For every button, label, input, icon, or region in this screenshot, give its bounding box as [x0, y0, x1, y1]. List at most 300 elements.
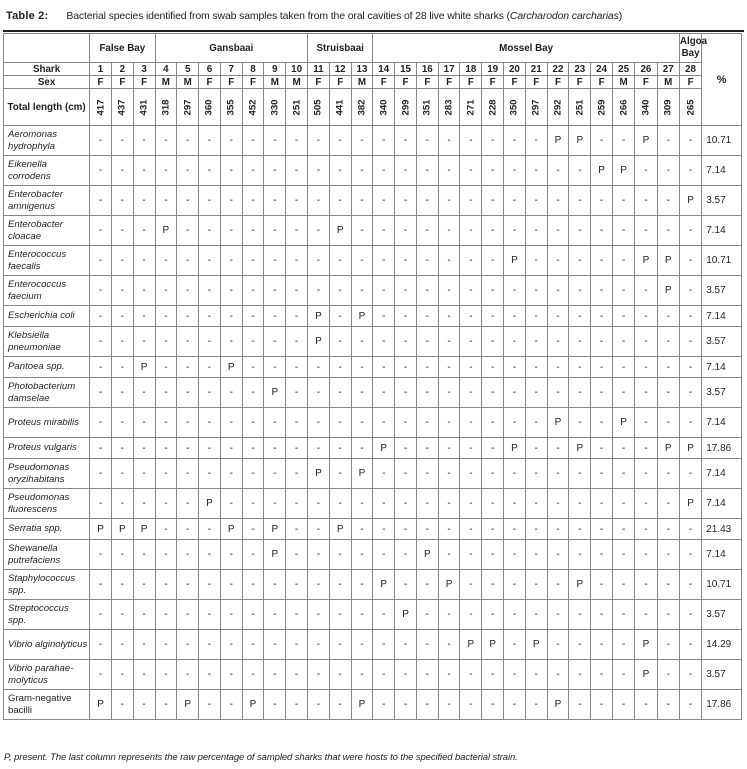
presence-cell: -: [679, 408, 701, 438]
presence-cell: -: [133, 276, 155, 306]
presence-cell: -: [373, 519, 395, 540]
presence-cell: -: [591, 600, 613, 630]
presence-cell: P: [635, 126, 657, 156]
species-percent: 3.57: [702, 186, 742, 216]
presence-cell: -: [547, 276, 569, 306]
presence-cell: -: [416, 660, 438, 690]
presence-cell: -: [395, 246, 417, 276]
presence-cell: -: [569, 156, 591, 186]
presence-cell: -: [395, 378, 417, 408]
presence-cell: P: [373, 438, 395, 459]
presence-cell: -: [329, 246, 351, 276]
presence-cell: -: [133, 570, 155, 600]
presence-cell: -: [264, 408, 286, 438]
presence-cell: P: [416, 540, 438, 570]
presence-cell: -: [133, 156, 155, 186]
presence-cell: -: [199, 459, 221, 489]
species-percent: 7.14: [702, 489, 742, 519]
table-row: [4, 327, 742, 357]
species-percent: 3.57: [702, 600, 742, 630]
presence-cell: -: [286, 216, 308, 246]
table-row: [4, 126, 742, 156]
table-caption: [6, 6, 622, 22]
presence-cell: -: [264, 126, 286, 156]
presence-cell: -: [416, 519, 438, 540]
shark-length: [635, 89, 657, 126]
presence-cell: -: [504, 459, 526, 489]
presence-cell: -: [438, 306, 460, 327]
presence-cell: -: [199, 600, 221, 630]
presence-cell: -: [199, 540, 221, 570]
presence-cell: -: [329, 306, 351, 327]
species-name: Serratia spp.: [4, 519, 90, 540]
presence-cell: -: [155, 327, 177, 357]
shark-length: [308, 89, 330, 126]
presence-cell: -: [569, 276, 591, 306]
presence-cell: -: [612, 357, 634, 378]
presence-cell: -: [460, 126, 482, 156]
presence-cell: -: [351, 276, 373, 306]
table-row: [4, 156, 742, 186]
presence-cell: -: [504, 408, 526, 438]
title-species: Carcharodon carcharias: [509, 10, 619, 22]
presence-cell: -: [133, 630, 155, 660]
presence-cell: -: [242, 378, 264, 408]
presence-cell: -: [177, 519, 199, 540]
top-rule: [3, 30, 744, 32]
presence-cell: -: [373, 660, 395, 690]
presence-cell: -: [155, 519, 177, 540]
shark-length: [133, 89, 155, 126]
presence-cell: -: [373, 306, 395, 327]
presence-cell: -: [547, 600, 569, 630]
presence-cell: -: [657, 327, 679, 357]
presence-cell: -: [416, 306, 438, 327]
presence-cell: -: [679, 600, 701, 630]
table-row: [4, 306, 742, 327]
shark-sex: F: [482, 76, 504, 89]
presence-cell: -: [395, 660, 417, 690]
presence-cell: -: [308, 357, 330, 378]
shark-length: [395, 89, 417, 126]
presence-cell: -: [242, 276, 264, 306]
presence-cell: -: [242, 489, 264, 519]
presence-cell: -: [591, 540, 613, 570]
presence-cell: -: [351, 378, 373, 408]
presence-cell: -: [395, 540, 417, 570]
shark-sex: M: [657, 76, 679, 89]
presence-cell: -: [155, 660, 177, 690]
presence-cell: -: [612, 126, 634, 156]
species-name: Streptococcus spp.: [4, 600, 90, 630]
presence-cell: -: [482, 306, 504, 327]
presence-cell: P: [329, 519, 351, 540]
presence-cell: -: [286, 156, 308, 186]
table-row: [4, 519, 742, 540]
presence-cell: -: [569, 600, 591, 630]
presence-cell: -: [111, 306, 133, 327]
presence-cell: -: [395, 126, 417, 156]
presence-cell: -: [591, 186, 613, 216]
presence-cell: -: [679, 306, 701, 327]
presence-cell: -: [155, 459, 177, 489]
location-header: Mossel Bay: [373, 34, 680, 63]
presence-cell: -: [525, 690, 547, 720]
presence-cell: -: [177, 186, 199, 216]
shark-length: [264, 89, 286, 126]
presence-cell: -: [679, 126, 701, 156]
shark-sex: F: [679, 76, 701, 89]
presence-cell: -: [438, 246, 460, 276]
shark-length-value: 259: [596, 98, 608, 116]
presence-cell: -: [612, 186, 634, 216]
presence-cell: -: [155, 156, 177, 186]
presence-cell: -: [133, 327, 155, 357]
presence-cell: P: [679, 438, 701, 459]
presence-cell: -: [547, 357, 569, 378]
presence-cell: -: [220, 186, 242, 216]
shark-length: [242, 89, 264, 126]
shark-length: [504, 89, 526, 126]
species-name: Photobacterium damselae: [4, 378, 90, 408]
presence-cell: -: [569, 306, 591, 327]
presence-cell: -: [569, 489, 591, 519]
presence-cell: -: [155, 408, 177, 438]
presence-cell: -: [155, 378, 177, 408]
presence-cell: -: [612, 660, 634, 690]
presence-cell: -: [264, 357, 286, 378]
presence-cell: -: [612, 630, 634, 660]
presence-cell: -: [525, 459, 547, 489]
presence-cell: -: [90, 186, 112, 216]
presence-cell: -: [569, 660, 591, 690]
shark-sex: F: [591, 76, 613, 89]
presence-cell: P: [90, 519, 112, 540]
presence-cell: -: [286, 519, 308, 540]
presence-cell: -: [525, 378, 547, 408]
presence-cell: -: [591, 660, 613, 690]
shark-number: 4: [155, 63, 177, 76]
presence-cell: P: [264, 519, 286, 540]
species-name: Pantoea spp.: [4, 357, 90, 378]
presence-cell: -: [111, 540, 133, 570]
presence-cell: -: [395, 519, 417, 540]
presence-cell: -: [482, 540, 504, 570]
presence-cell: P: [657, 438, 679, 459]
presence-cell: -: [264, 306, 286, 327]
table-row: [4, 216, 742, 246]
presence-cell: -: [133, 438, 155, 459]
presence-cell: -: [438, 438, 460, 459]
presence-cell: -: [264, 690, 286, 720]
presence-cell: -: [155, 438, 177, 459]
presence-cell: -: [90, 489, 112, 519]
table-row: [4, 438, 742, 459]
shark-sex: F: [220, 76, 242, 89]
presence-cell: -: [569, 327, 591, 357]
presence-cell: -: [199, 660, 221, 690]
species-name: Enterobacter cloacae: [4, 216, 90, 246]
species-percent: 7.14: [702, 156, 742, 186]
species-name: Proteus vulgaris: [4, 438, 90, 459]
shark-length-value: 355: [225, 98, 237, 116]
presence-cell: -: [416, 489, 438, 519]
shark-sex: F: [111, 76, 133, 89]
footnote: P, present. The last column represents the raw percentage of sampled sharks that were hosts to the specified bacterial strain.: [4, 752, 518, 763]
presence-cell: -: [482, 378, 504, 408]
presence-cell: -: [657, 690, 679, 720]
presence-cell: -: [635, 438, 657, 459]
presence-cell: -: [416, 216, 438, 246]
presence-cell: -: [525, 276, 547, 306]
presence-cell: -: [416, 378, 438, 408]
table-row: [4, 357, 742, 378]
presence-cell: -: [329, 378, 351, 408]
presence-cell: -: [373, 246, 395, 276]
shark-sex: F: [199, 76, 221, 89]
presence-cell: -: [438, 660, 460, 690]
presence-cell: -: [242, 438, 264, 459]
presence-cell: -: [679, 660, 701, 690]
presence-cell: -: [155, 540, 177, 570]
presence-cell: -: [591, 690, 613, 720]
shark-sex: M: [351, 76, 373, 89]
presence-cell: P: [133, 519, 155, 540]
presence-cell: -: [111, 186, 133, 216]
presence-cell: -: [679, 276, 701, 306]
presence-cell: -: [547, 570, 569, 600]
presence-cell: -: [525, 519, 547, 540]
presence-cell: -: [264, 489, 286, 519]
presence-cell: -: [657, 519, 679, 540]
shark-sex: F: [133, 76, 155, 89]
presence-cell: -: [460, 519, 482, 540]
shark-length: [416, 89, 438, 126]
length-row: [4, 89, 742, 126]
presence-cell: -: [329, 186, 351, 216]
presence-cell: -: [373, 489, 395, 519]
presence-cell: -: [329, 489, 351, 519]
presence-cell: -: [612, 438, 634, 459]
shark-length-value: 350: [508, 98, 520, 116]
presence-cell: -: [679, 357, 701, 378]
presence-cell: -: [612, 276, 634, 306]
species-percent: 3.57: [702, 660, 742, 690]
presence-cell: -: [264, 276, 286, 306]
presence-cell: -: [373, 186, 395, 216]
presence-cell: -: [504, 126, 526, 156]
shark-length-value: 340: [640, 98, 652, 116]
presence-cell: -: [547, 156, 569, 186]
presence-cell: -: [199, 690, 221, 720]
presence-cell: -: [438, 489, 460, 519]
presence-cell: -: [416, 570, 438, 600]
presence-cell: -: [612, 327, 634, 357]
presence-cell: -: [286, 408, 308, 438]
shark-sex: F: [395, 76, 417, 89]
presence-cell: -: [155, 630, 177, 660]
presence-cell: -: [329, 357, 351, 378]
presence-cell: -: [591, 408, 613, 438]
presence-cell: -: [504, 540, 526, 570]
presence-cell: -: [547, 459, 569, 489]
shark-number: 24: [591, 63, 613, 76]
presence-cell: -: [220, 600, 242, 630]
presence-cell: -: [438, 357, 460, 378]
shark-length-value: 297: [530, 98, 542, 116]
presence-cell: -: [547, 378, 569, 408]
presence-cell: -: [373, 156, 395, 186]
presence-cell: -: [329, 660, 351, 690]
shark-length-value: 251: [291, 98, 303, 116]
presence-cell: -: [199, 126, 221, 156]
presence-cell: -: [657, 216, 679, 246]
presence-cell: -: [220, 690, 242, 720]
presence-cell: -: [308, 276, 330, 306]
shark-number: 20: [504, 63, 526, 76]
presence-cell: -: [657, 630, 679, 660]
presence-cell: -: [111, 126, 133, 156]
presence-cell: -: [242, 570, 264, 600]
species-percent: 3.57: [702, 378, 742, 408]
presence-cell: -: [482, 570, 504, 600]
presence-cell: -: [482, 459, 504, 489]
presence-cell: -: [679, 570, 701, 600]
presence-cell: -: [504, 306, 526, 327]
presence-cell: -: [351, 408, 373, 438]
presence-cell: -: [525, 570, 547, 600]
presence-cell: -: [351, 216, 373, 246]
shark-length: [199, 89, 221, 126]
presence-cell: -: [504, 276, 526, 306]
presence-cell: -: [525, 186, 547, 216]
presence-cell: -: [155, 276, 177, 306]
presence-cell: -: [133, 489, 155, 519]
shark-length-value: 251: [574, 98, 586, 116]
presence-cell: -: [547, 306, 569, 327]
presence-cell: -: [264, 216, 286, 246]
presence-cell: -: [569, 519, 591, 540]
presence-cell: -: [242, 246, 264, 276]
presence-cell: -: [591, 630, 613, 660]
presence-cell: -: [90, 408, 112, 438]
presence-cell: -: [416, 156, 438, 186]
presence-cell: -: [635, 156, 657, 186]
presence-cell: -: [373, 540, 395, 570]
presence-cell: -: [155, 489, 177, 519]
table-row: [4, 489, 742, 519]
presence-cell: -: [286, 459, 308, 489]
presence-cell: -: [351, 357, 373, 378]
shark-number: 16: [416, 63, 438, 76]
presence-cell: -: [373, 459, 395, 489]
shark-length-value: 271: [465, 98, 477, 116]
presence-cell: -: [591, 306, 613, 327]
presence-cell: P: [525, 630, 547, 660]
presence-cell: -: [242, 600, 264, 630]
presence-cell: -: [679, 156, 701, 186]
presence-cell: -: [657, 570, 679, 600]
presence-cell: -: [547, 438, 569, 459]
presence-cell: -: [329, 570, 351, 600]
presence-cell: -: [460, 489, 482, 519]
species-percent: 10.71: [702, 570, 742, 600]
shark-number: 14: [373, 63, 395, 76]
presence-cell: -: [351, 660, 373, 690]
presence-cell: -: [635, 600, 657, 630]
shark-length: [569, 89, 591, 126]
presence-cell: -: [308, 690, 330, 720]
presence-cell: -: [329, 408, 351, 438]
presence-cell: P: [242, 690, 264, 720]
presence-cell: P: [329, 216, 351, 246]
presence-cell: -: [460, 246, 482, 276]
presence-cell: -: [612, 489, 634, 519]
presence-cell: -: [351, 126, 373, 156]
presence-cell: -: [329, 156, 351, 186]
presence-cell: -: [482, 186, 504, 216]
presence-cell: -: [635, 519, 657, 540]
presence-cell: -: [90, 660, 112, 690]
presence-cell: -: [308, 126, 330, 156]
presence-cell: -: [308, 630, 330, 660]
presence-cell: -: [395, 570, 417, 600]
presence-cell: -: [199, 156, 221, 186]
presence-cell: -: [657, 540, 679, 570]
species-name: Gram-negative bacilli: [4, 690, 90, 720]
presence-cell: -: [612, 570, 634, 600]
presence-cell: -: [373, 690, 395, 720]
presence-cell: -: [133, 246, 155, 276]
presence-cell: -: [177, 378, 199, 408]
presence-cell: -: [155, 600, 177, 630]
species-name: Enterococcus faecium: [4, 276, 90, 306]
presence-cell: -: [133, 690, 155, 720]
shark-number: 18: [460, 63, 482, 76]
presence-cell: -: [90, 357, 112, 378]
presence-cell: -: [111, 660, 133, 690]
presence-cell: -: [199, 186, 221, 216]
presence-cell: -: [525, 327, 547, 357]
shark-length: [591, 89, 613, 126]
species-percent: 21.43: [702, 519, 742, 540]
presence-cell: -: [460, 327, 482, 357]
presence-cell: -: [286, 489, 308, 519]
shark-number: 7: [220, 63, 242, 76]
presence-cell: -: [525, 660, 547, 690]
presence-cell: -: [199, 570, 221, 600]
presence-cell: -: [242, 408, 264, 438]
presence-cell: -: [547, 630, 569, 660]
shark-sex: F: [438, 76, 460, 89]
location-header: Algoa Bay: [679, 34, 701, 63]
shark-length: [612, 89, 634, 126]
presence-cell: -: [416, 357, 438, 378]
presence-cell: -: [591, 216, 613, 246]
presence-cell: -: [133, 540, 155, 570]
table-row: [4, 246, 742, 276]
shark-length-value: 292: [552, 98, 564, 116]
presence-cell: -: [569, 246, 591, 276]
table-row: [4, 630, 742, 660]
presence-cell: -: [220, 570, 242, 600]
presence-cell: -: [679, 690, 701, 720]
table-row: [4, 660, 742, 690]
presence-cell: -: [242, 540, 264, 570]
presence-cell: P: [308, 327, 330, 357]
presence-cell: P: [612, 156, 634, 186]
presence-cell: -: [111, 408, 133, 438]
